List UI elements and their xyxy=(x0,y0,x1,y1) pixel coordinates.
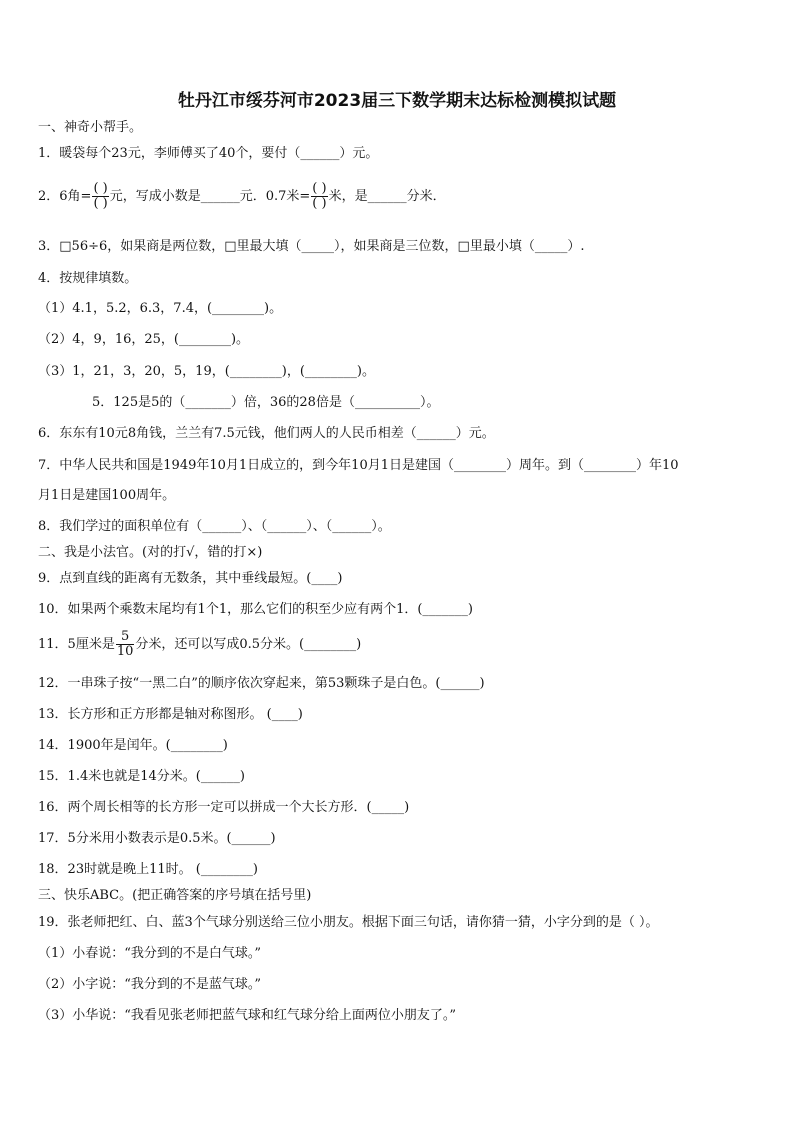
question-19: 19．张老师把红、白、蓝3个气球分别送给三位小朋友。根据下面三句话，请你猜一猜，小字分到的是（ ）。 xyxy=(38,915,659,930)
question-19-2: （2）小字说：“我分到的不是蓝气球。” xyxy=(38,977,262,992)
question-15: 15．1.4米也就是14分米。(______) xyxy=(38,769,245,784)
question-1: 1．暖袋每个23元，李师傅买了40个，要付（______）元。 xyxy=(38,146,379,161)
question-19-3: （3）小华说：“我看见张老师把蓝气球和红气球分给上面两位小朋友了。” xyxy=(38,1008,457,1023)
question-9: 9．点到直线的距离有无数条，其中垂线最短。(____) xyxy=(38,571,343,586)
question-10: 10．如果两个乘数末尾均有1个1，那么它们的积至少应有两个1．(_______) xyxy=(38,602,473,617)
question-4-3: （3）1，21，3，20，5，19，(________)，(________)。 xyxy=(38,364,375,379)
section-heading-3: 三、快乐ABC。(把正确答案的序号填在括号里) xyxy=(38,888,312,903)
question-2 xyxy=(38,182,446,211)
question-4-1: （1）4.1，5.2，6.3，7.4，(________)。 xyxy=(38,301,283,316)
question-2-text-a: 2．6角= xyxy=(38,189,92,204)
fraction-blank-1 xyxy=(92,182,108,211)
question-4: 4．按规律填数。 xyxy=(38,271,138,286)
section-heading-1: 一、神奇小帮手。 xyxy=(38,120,143,135)
question-8: 8．我们学过的面积单位有（______）、（______）、（______）。 xyxy=(38,519,391,534)
fraction-denominator: ( ) xyxy=(93,196,108,211)
question-6: 6．东东有10元8角钱，兰兰有7.5元钱，他们两人的人民币相差（______）元。 xyxy=(38,426,495,441)
question-18: 18．23时就是晚上11时。 (________) xyxy=(38,862,258,877)
question-19-1: （1）小春说：“我分到的不是白气球。” xyxy=(38,946,262,961)
question-3: 3．□56÷6，如果商是两位数，□里最大填（_____），如果商是三位数，□里最小填（_____）. xyxy=(38,239,585,254)
question-5: 5．125是5的（_______）倍，36的28倍是（__________）。 xyxy=(92,395,440,410)
section-heading-2: 二、我是小法官。(对的打√，错的打×) xyxy=(38,545,263,560)
fraction-five-tenths xyxy=(116,630,135,659)
fraction-denominator: 10 xyxy=(116,644,134,659)
question-17: 17．5分米用小数表示是0.5米。(______) xyxy=(38,831,276,846)
question-7-line-2: 月1日是建国100周年。 xyxy=(38,488,176,503)
question-16: 16．两个周长相等的长方形一定可以拼成一个大长方形．(_____) xyxy=(38,800,410,815)
fraction-numerator: 5 xyxy=(116,630,135,645)
question-7-line-1: 7．中华人民共和国是1949年10月1日成立的，到今年10月1日是建国（________）周年。到（________）年10 xyxy=(38,458,679,473)
question-13: 13．长方形和正方形都是轴对称图形。 (____) xyxy=(38,707,303,722)
question-14: 14．1900年是闰年。(________) xyxy=(38,738,228,753)
fraction-numerator: ( ) xyxy=(93,181,108,196)
question-12: 12．一串珠子按“一黑二白”的顺序依次穿起来，第53颗珠子是白色。(______) xyxy=(38,676,485,691)
fraction-blank-2 xyxy=(311,182,327,211)
question-4-2: （2）4，9，16，25，(________)。 xyxy=(38,332,250,347)
fraction-denominator: ( ) xyxy=(312,196,327,211)
question-2-text-b: 元，写成小数是______元．0.7米= xyxy=(109,189,311,204)
question-11-text-a: 11．5厘米是 xyxy=(38,637,115,652)
page-title: 牡丹江市绥芬河市2023届三下数学期末达标检测模拟试题 xyxy=(177,91,617,111)
question-11 xyxy=(38,630,361,659)
question-11-text-b: 分米，还可以写成0.5分米。(________) xyxy=(135,637,362,652)
fraction-numerator: ( ) xyxy=(312,181,327,196)
question-2-text-c: 米，是______分米． xyxy=(328,189,446,204)
